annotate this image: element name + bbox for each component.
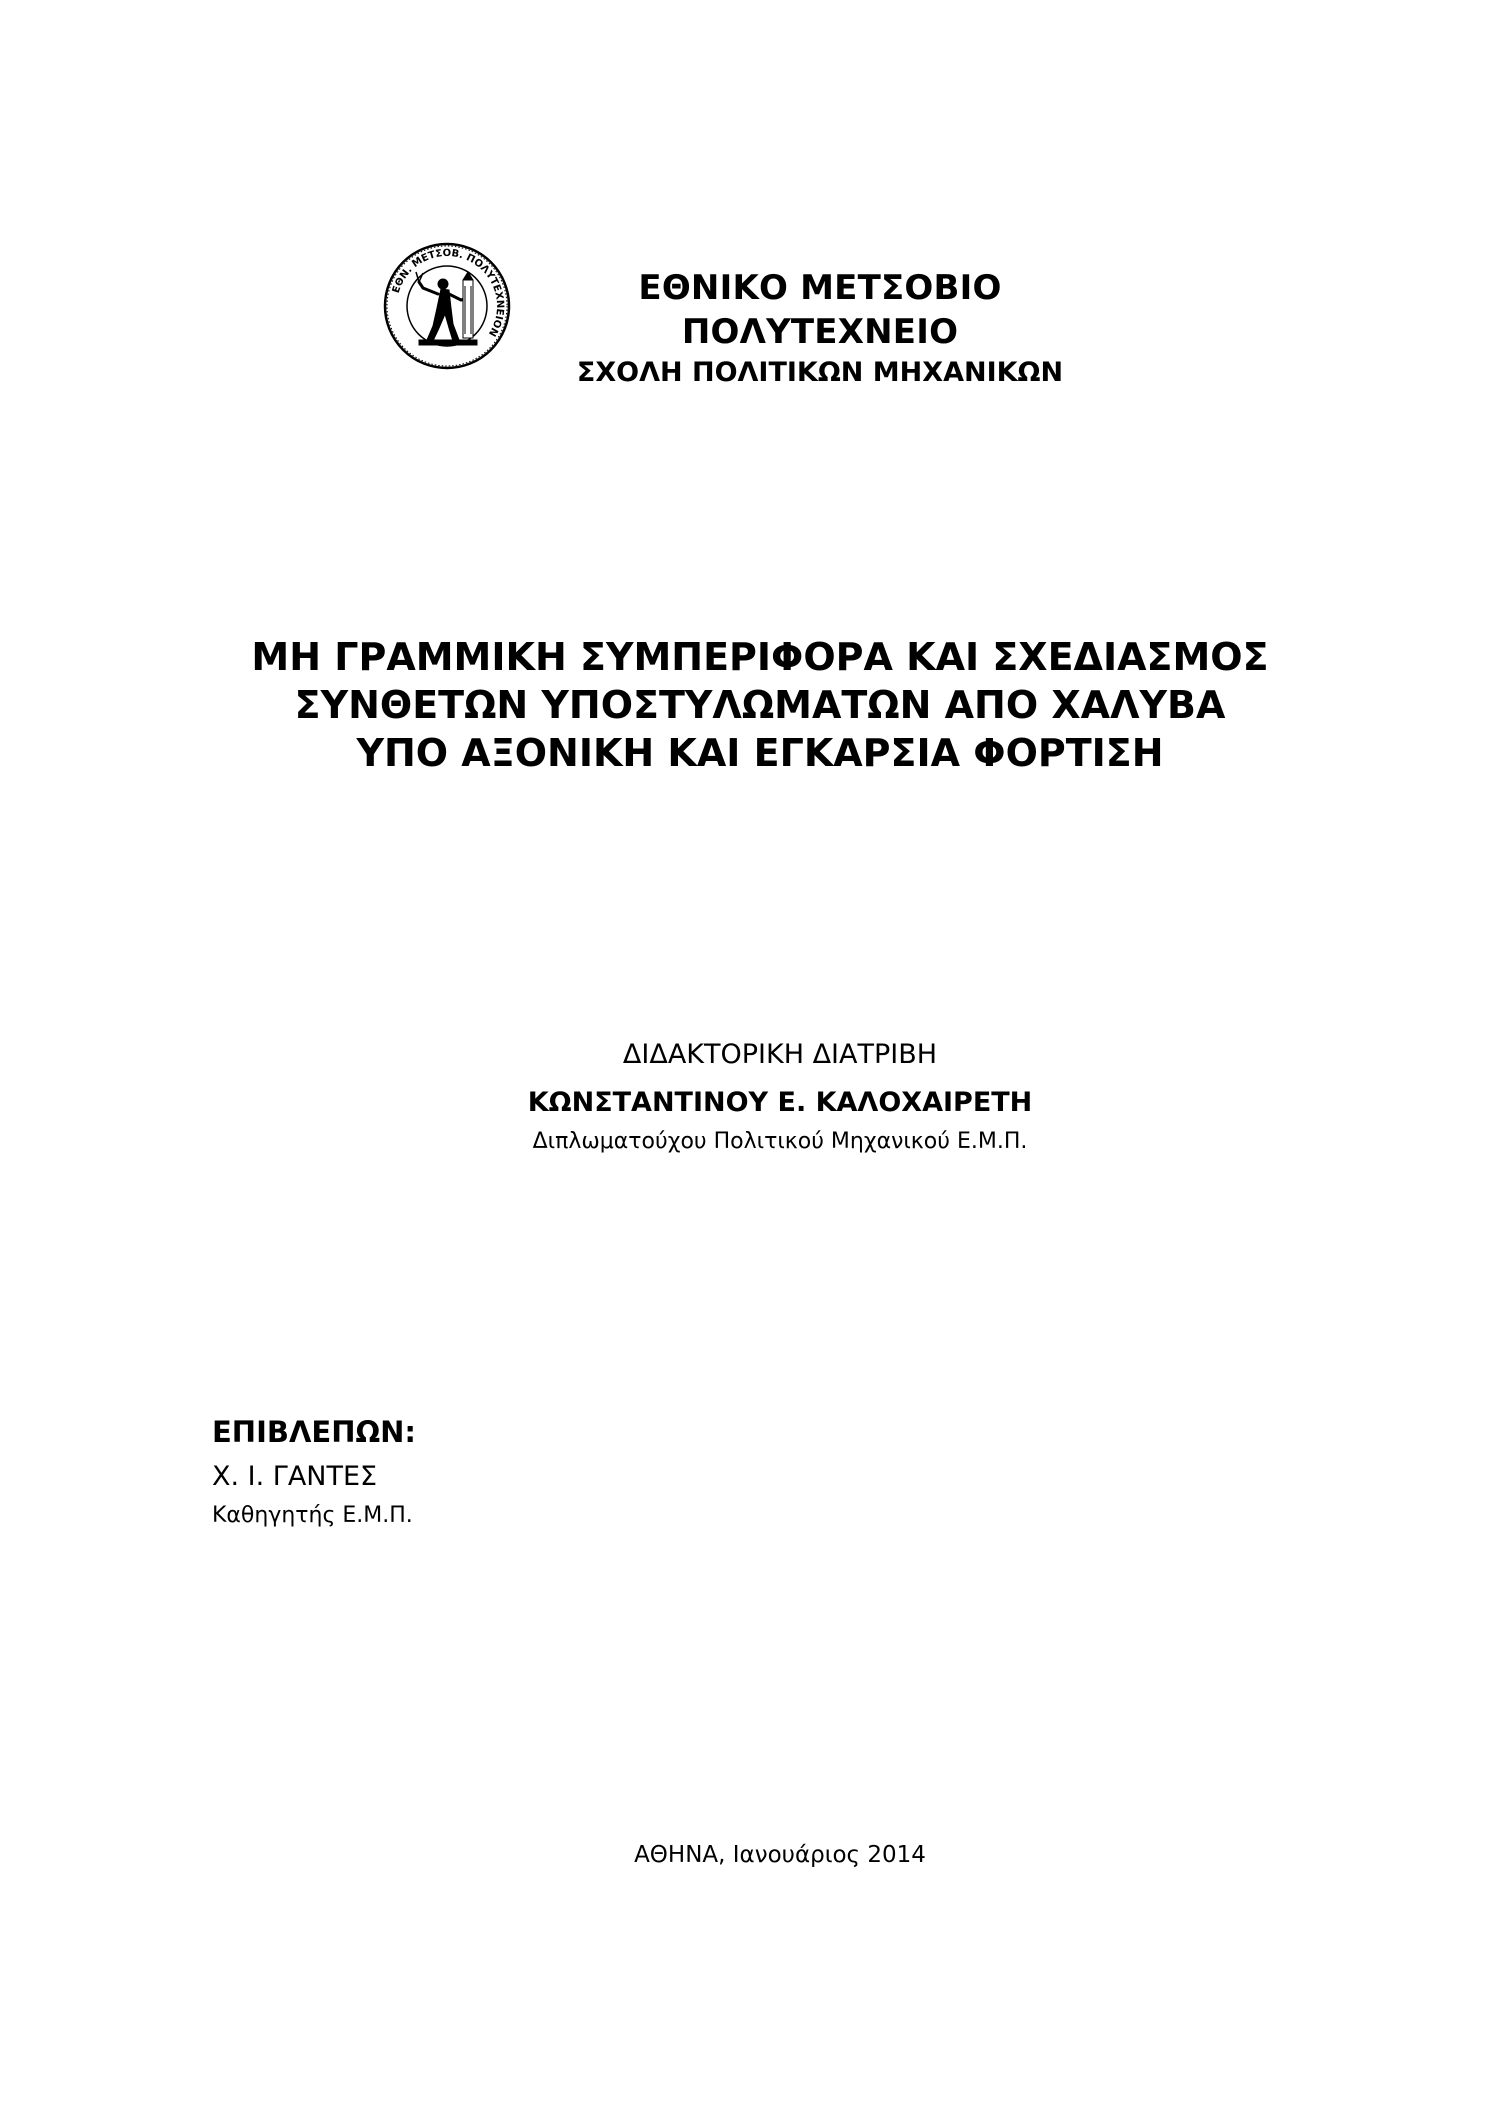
school-name: ΣΧΟΛΗ ΠΟΛΙΤΙΚΩΝ ΜΗΧΑΝΙΚΩΝ bbox=[576, 357, 1064, 388]
dissertation-type: ΔΙΔΑΚΤΟΡΙΚΗ ΔΙΑΤΡΙΒΗ bbox=[622, 1039, 938, 1070]
dissertation-title bbox=[200, 633, 1320, 777]
seal-text: ΕΘΝ. ΜΕΤΣΟΒ. ΠΟΛΥΤΕΧΝΕΙΟΝ bbox=[390, 247, 506, 339]
author-block bbox=[400, 1037, 1160, 1157]
title-line: ΣΥΝΘΕΤΩΝ ΥΠΟΣΤΥΛΩΜΑΤΩΝ ΑΠΟ ΧΑΛΥΒΑ bbox=[294, 683, 1226, 727]
supervisor-block bbox=[212, 1413, 416, 1531]
title-line: ΜΗ ΓΡΑΜΜΙΚΗ ΣΥΜΠΕΡΙΦΟΡΑ ΚΑΙ ΣΧΕΔΙΑΣΜΟΣ bbox=[251, 635, 1269, 679]
supervisor-name: Χ. Ι. ΓΑΝΤΕΣ bbox=[212, 1461, 378, 1492]
university-name: ΕΘΝΙΚΟ ΜΕΤΣΟΒΙΟ ΠΟΛΥΤΕΧΝΕΙΟ bbox=[638, 268, 1002, 352]
university-seal-icon bbox=[383, 242, 511, 370]
supervisor-heading: ΕΠΙΒΛΕΠΩΝ: bbox=[212, 1415, 417, 1449]
title-line: ΥΠΟ ΑΞΟΝΙΚΗ ΚΑΙ ΕΓΚΑΡΣΙΑ ΦΟΡΤΙΣΗ bbox=[356, 731, 1164, 775]
supervisor-title: Καθηγητής Ε.Μ.Π. bbox=[212, 1503, 413, 1528]
place-date: ΑΘΗΝΑ, Ιανουάριος 2014 bbox=[634, 1842, 926, 1868]
institution-header bbox=[520, 266, 1120, 390]
author-name: ΚΩΝΣΤΑΝΤΙΝΟΥ Ε. ΚΑΛΟΧΑΙΡΕΤΗ bbox=[527, 1087, 1033, 1118]
author-title: Διπλωματούχου Πολιτικού Μηχανικού Ε.Μ.Π. bbox=[532, 1129, 1028, 1154]
